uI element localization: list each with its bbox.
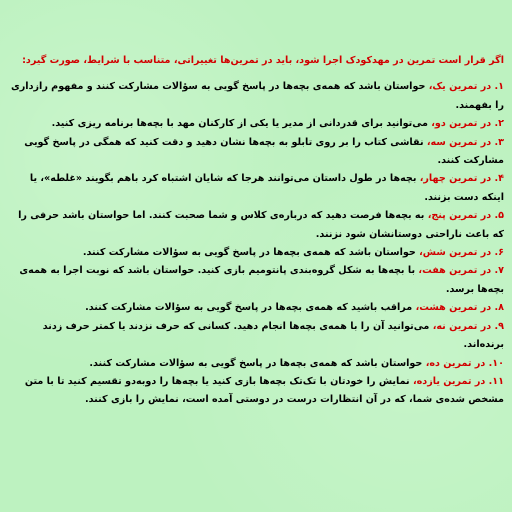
item-prefix: ۱. در تمرین یک، [428, 81, 504, 93]
intro-paragraph: اگر قرار است تمرین در مهدکودک اجرا شود، باید در تمرین‌ها تغییراتی، متناسب با شرایط، صورت گیرد: [22, 55, 504, 66]
item-text: حواستان باشد که همه‌ی بچه‌ها در پاسخ گویی به سؤالات مشارکت کنند. [89, 357, 426, 369]
list-item [8, 262, 504, 299]
item-prefix: ۱۰. در تمرین ده، [425, 357, 504, 369]
item-prefix: ۷. در تمرین هفت، [418, 265, 504, 277]
document-body [8, 52, 504, 410]
item-prefix: ۶. در تمرین شش، [419, 247, 504, 259]
list-item [8, 115, 504, 133]
item-prefix: ۳. در تمرین سه، [426, 136, 504, 148]
item-prefix: ۲. در تمرین دو، [431, 118, 504, 130]
list-item [8, 207, 504, 244]
item-text: نقاشی کتاب را بر روی تابلو به بچه‌ها نشان دهید و دقت کنید که همگی در پاسخ گویی مشارکت کنند. [24, 136, 504, 167]
list-item [8, 134, 504, 171]
item-prefix: ۴. در تمرین چهار، [419, 173, 504, 185]
list-item [8, 373, 504, 410]
list-item [8, 78, 504, 115]
list-item [8, 299, 504, 317]
item-prefix: ۸. در تمرین هشت، [415, 302, 504, 314]
list-item [8, 318, 504, 355]
item-text: مراقب باشید که همه‌ی بچه‌ها در پاسخ گویی به سؤالات مشارکت کنند. [85, 302, 416, 314]
item-text: می‌توانید برای قدردانی از مدیر یا یکی از کارکنان مهد با بچه‌ها برنامه ریزی کنید. [51, 118, 432, 130]
item-text: حواستان باشد که همه‌ی بچه‌ها در پاسخ گویی به سؤالات مشارکت کنند و مفهوم رازداری را بفهمند. [10, 81, 504, 111]
item-text: با بچه‌ها به شکل گروه‌بندی پانتومیم بازی کنید. حواستان باشد که نوبت اجرا به همه‌ی بچه‌ها برسد. [19, 265, 504, 295]
item-text: به بچه‌ها فرصت دهید که درباره‌ی کلاس و شما صحبت کنند. اما حواستان باشد حرفی را که باعث ناراحتی دوستانشان شود نزنند. [18, 210, 504, 240]
list-item [8, 355, 504, 373]
list-item [8, 244, 504, 262]
item-text: بچه‌ها در طول داستان می‌توانند هرجا که شایان اشتباه کرد باهم بگویند «غلطه»، یا اینکه دست بزنند. [29, 173, 504, 203]
list-item [8, 170, 504, 207]
item-text: نمایش را خودتان با تک‌تک بچه‌ها بازی کنید یا بچه‌ها را دوبه‌دو تقسیم کنید تا با متن مشخص شده‌ی شما، که در آن انتظارات درست در دوستی آمده است، نمایش را بازی کنند. [24, 375, 504, 406]
item-prefix: ۹. در تمرین نه، [432, 320, 504, 332]
item-text: می‌توانید آن را با همه‌ی بچه‌ها انجام دهید. کسانی که حرف نزدند یا کمتر حرف زدند برنده‌اند. [42, 320, 504, 351]
item-prefix: ۵. در تمرین پنج، [427, 210, 504, 222]
item-text: حواستان باشد که همه‌ی بچه‌ها در پاسخ گویی به سؤالات مشارکت کنند. [82, 247, 420, 259]
item-prefix: ۱۱. در تمرین یازده، [412, 375, 504, 387]
